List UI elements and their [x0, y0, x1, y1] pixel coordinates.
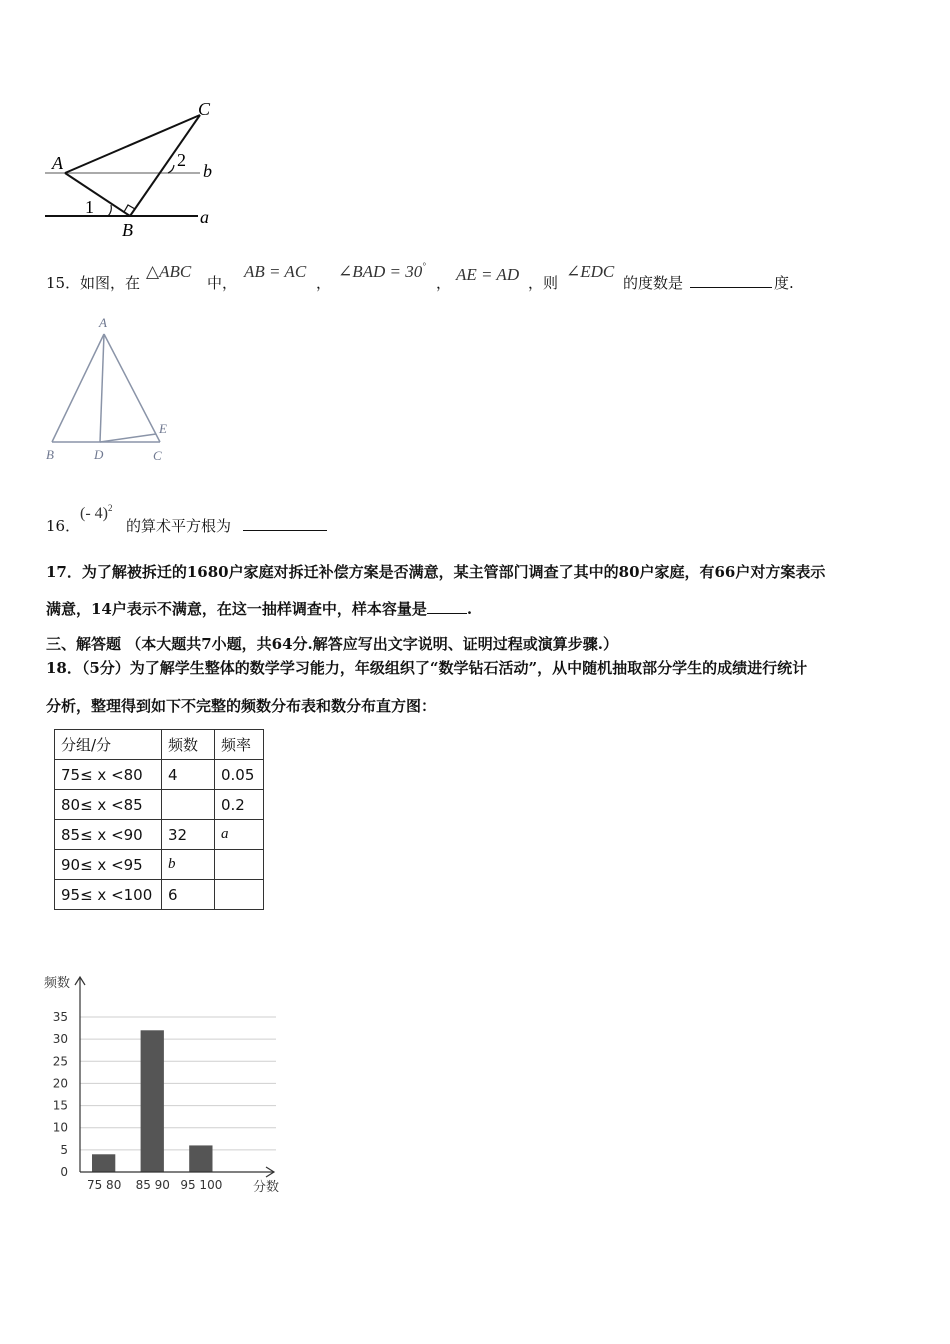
question-16 — [46, 503, 346, 537]
fig15-diagram — [40, 312, 180, 467]
fig14-label-B: B — [122, 220, 133, 240]
question-18-line1: 18．（5分）为了解学生整体的数学学习能力，年级组织了“数学钻石活动”，从中随机抽取部分学生的成绩进行统计 — [46, 659, 808, 677]
table-cell-rate: 0.2 — [215, 790, 264, 820]
histogram-xtick-label: 75 80 — [86, 1178, 122, 1192]
histogram-bar-75-80 — [92, 1154, 115, 1172]
table-row — [55, 820, 264, 850]
fig15-label-E: E — [159, 421, 167, 436]
q17-text-end: . — [466, 600, 473, 618]
table-cell-group: 95≤ x <100 — [55, 880, 162, 910]
frequency-table — [54, 729, 264, 910]
histogram-ytick-label: 15 — [52, 1098, 68, 1113]
q15-text: ， — [436, 274, 452, 292]
q17-answer-blank — [427, 599, 467, 614]
table-row — [55, 850, 264, 880]
q15-math-angle-bad — [338, 262, 426, 282]
q15-text: 度. — [774, 274, 794, 292]
fig15-label-D: D — [94, 447, 104, 462]
fig14-label-angle1: 1 — [85, 197, 94, 217]
q16-answer-blank — [243, 516, 327, 531]
table-cell-count: 4 — [162, 760, 215, 790]
q15-text: ，则 — [528, 274, 559, 292]
histogram-ylabel: 频数 — [44, 976, 71, 991]
table-cell-count — [162, 790, 215, 820]
table-header-count: 频数 — [162, 730, 215, 760]
question-17-line2 — [46, 599, 472, 619]
question-17-line1: 17．为了解被拆迁的1680户家庭对拆迁补偿方案是否满意，某主管部门调查了其中的80户家庭，有66户对方案表示 — [46, 563, 826, 581]
fig14-label-angle2: 2 — [177, 150, 186, 170]
q16-math — [80, 504, 112, 524]
fig14-label-line-a: a — [200, 207, 209, 227]
fig15-label-A: A — [99, 315, 107, 330]
table-header-rate: 频率 — [215, 730, 264, 760]
q15-text: 如图，在 — [80, 274, 141, 292]
histogram-xtick-label: 95 100 — [180, 1178, 223, 1192]
q16-math-base: (- 4) — [80, 505, 108, 522]
histogram-bar-85-90 — [141, 1030, 164, 1172]
table-header-group: 分组/分 — [55, 730, 162, 760]
question-18-line2: 分析，整理得到如下不完整的频数分布表和数分布直方图： — [46, 697, 437, 715]
fig15-label-B: B — [46, 447, 54, 462]
table-cell-rate — [215, 850, 264, 880]
q15-number: 15． — [46, 274, 81, 292]
table-row — [55, 880, 264, 910]
histogram-chart — [40, 965, 300, 1200]
table-cell-group: 75≤ x <80 — [55, 760, 162, 790]
table-cell-rate — [215, 880, 264, 910]
histogram-ytick-label: 0 — [60, 1165, 68, 1179]
histogram-ytick-label: 10 — [52, 1120, 68, 1135]
fig14-label-C: C — [198, 99, 211, 119]
q15-text: ， — [316, 274, 332, 292]
q16-number: 16． — [46, 517, 81, 535]
fig15-label-C: C — [153, 448, 162, 463]
histogram-ytick-label: 30 — [52, 1032, 68, 1047]
fig14-diagram — [40, 95, 230, 240]
table-cell-group: 90≤ x <95 — [55, 850, 162, 880]
histogram-xtick-label: 85 90 — [135, 1178, 170, 1192]
q15-math-ab-ac: AB = AC — [244, 262, 307, 281]
q15-math-triangle: △ABC — [146, 262, 192, 281]
q15-math-degree: ° — [422, 261, 426, 271]
q15-answer-blank — [690, 273, 772, 288]
table-row — [55, 760, 264, 790]
section-3-heading: 三、解答题 （本大题共7小题，共64分.解答应写出文字说明、证明过程或演算步骤.） — [46, 635, 618, 653]
fig14-label-A: A — [52, 153, 63, 173]
q16-text: 的算术平方根为 — [126, 517, 232, 535]
q15-math-angle-edc: ∠EDC — [566, 262, 615, 281]
table-cell-group: 80≤ x <85 — [55, 790, 162, 820]
table-cell-count: b — [162, 850, 215, 880]
table-cell-count: 32 — [162, 820, 215, 850]
q15-text: 的度数是 — [623, 274, 684, 292]
q16-math-exponent: 2 — [107, 503, 113, 513]
q15-text: 中， — [207, 274, 238, 292]
histogram-bar-95-100 — [189, 1145, 212, 1172]
table-cell-group: 85≤ x <90 — [55, 820, 162, 850]
histogram-xlabel: 分数 — [253, 1180, 280, 1195]
histogram-ytick-label: 25 — [52, 1054, 68, 1069]
table-cell-rate: a — [215, 820, 264, 850]
table-row — [55, 790, 264, 820]
histogram-ytick-label: 5 — [60, 1142, 68, 1157]
histogram-ytick-label: 20 — [52, 1076, 68, 1091]
table-cell-count: 6 — [162, 880, 215, 910]
table-header-row — [55, 730, 264, 760]
table-cell-rate: 0.05 — [215, 760, 264, 790]
fig14-label-line-b: b — [203, 161, 212, 181]
q17-text: 满意，14户表示不满意，在这一抽样调查中，样本容量是 — [46, 600, 427, 618]
q15-math-ae-ad: AE = AD — [456, 265, 520, 284]
q15-math-angle-bad-text: ∠BAD = 30 — [338, 262, 423, 281]
histogram-ytick-label: 35 — [52, 1010, 68, 1024]
